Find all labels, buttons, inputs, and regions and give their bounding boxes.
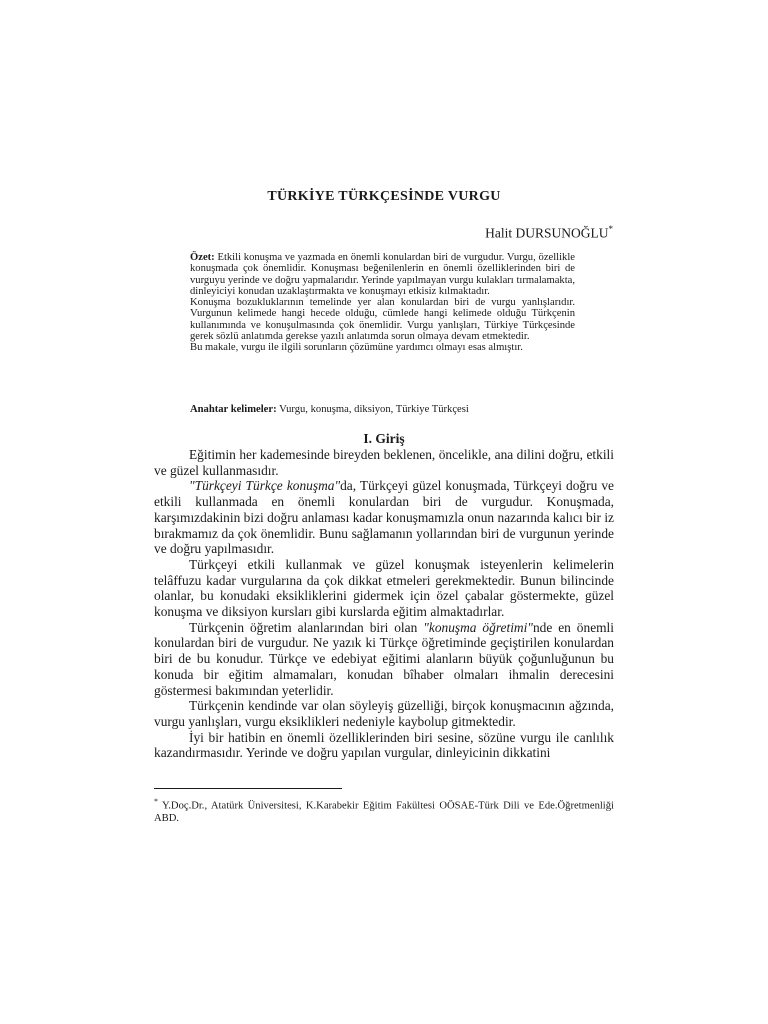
footnote — [154, 796, 614, 826]
body-quote-2: "konuşma öğretimi" — [423, 619, 533, 635]
author-footnote-mark: * — [608, 224, 613, 234]
section-heading: I. Giriş — [363, 431, 405, 446]
footnote-separator — [154, 788, 342, 789]
abstract-paragraph-1 — [190, 252, 575, 297]
body-paragraph-1: Eğitimin her kademesinde bireyden beklenen, öncelikle, ana dilini doğru, etkili ve güzel kullanmasıdır. — [154, 447, 614, 478]
footnote-text: Y.Doç.Dr., Atatürk Üniversitesi, K.Karabekir Eğitim Fakültesi OÖSAE-Türk Dili ve Ede.Öğretmenliği ABD. — [154, 800, 614, 825]
abstract-paragraph-2: Konuşma bozukluklarının temelinde yer alan konulardan biri de vurgu yanlışlarıdır. Vurgunun kelimede hangi hecede olduğu, cümlede hangi kelimede olduğu Türkçenin kullanımında ve konuşulmasında çok önemlidir. Vurgu yanlışları, Türkiye Türkçesinde gerek sözlü anlatımda gerekse yazılı anlatımda sorun olmaya devam etmektedir. — [190, 297, 575, 343]
footnote-mark: * — [154, 797, 158, 806]
body-text — [154, 447, 614, 761]
body-quote-1: "Türkçeyi Türkçe konuşma" — [189, 478, 341, 494]
body-paragraph-2 — [154, 478, 614, 557]
abstract-paragraph-3: Bu makale, vurgu ile ilgili sorunların çözümüne yardımcı olmayı esas almıştır. — [190, 342, 523, 354]
author-line — [485, 224, 613, 242]
abstract-text-1: Etkili konuşma ve yazmada en önemli konulardan biri de vurgudur. Vurgu, özellikle konuşmada çok önemlidir. Konuşması beğenilenlerin en önemli özelliklerinden biri de vurguyu yerinde ve doğru yapmalarıdır. Yerinde yapılmayan vurgu kulakları tırmalamakta, dinleyiciyi konudan uzaklaştırmakta ve konuşmayı etkisiz kılmaktadır. — [190, 252, 575, 297]
body-text-4b: nde en önemli konulardan biri de vurgudur. Ne yazık ki Türkçe öğretiminde geçiştirilen konulardan biri de bu konudur. Türkçe ve edebiyat eğitimi alanların büyük çoğunluğunun bu konuda bir eğitim almamaları, konudan bîhaber olmaları ihmalin derecesini göstermesi bakımından yeterlidir. — [154, 619, 614, 698]
body-text-4a: Türkçenin öğretim alanlarından biri olan — [189, 619, 424, 635]
author-name: Halit DURSUNOĞLU — [485, 225, 609, 241]
body-text-2: da, Türkçeyi güzel konuşmada, Türkçeyi doğru ve etkili kullanmada en önemli konulardan biri de vurgudur. Konuşmada, karşımızdakinin bizi doğru anlaması kadar konuşmamızla onun nazarında kalıcı bir iz bırakmamız da çok önemlidir. Bunu sağlamanın yollarından biri de vurgunun yerinde ve doğru yapılmasıdır. — [154, 478, 614, 557]
keywords-text: Vurgu, konuşma, diksiyon, Türkiye Türkçesi — [276, 404, 469, 415]
keywords-label: Anahtar kelimeler: — [190, 404, 277, 415]
abstract-block — [190, 252, 575, 354]
body-paragraph-4 — [154, 620, 614, 699]
body-paragraph-5: Türkçenin kendinde var olan söyleyiş güzelliği, birçok konuşmacının ağzında, vurgu yanlışları, vurgu eksiklikleri nedeniyle kaybolup gitmektedir. — [154, 698, 614, 729]
body-paragraph-6: İyi bir hatibin en önemli özelliklerinden biri sesine, sözüne vurgu ile canlılık kazandırmasıdır. Yerinde ve doğru yapılan vurgular, dinleyicinin dikkatini — [154, 729, 614, 761]
body-paragraph-3: Türkçeyi etkili kullanmak ve güzel konuşmak isteyenlerin kelimelerin telâffuzu kadar vurgularına da çok dikkat etmeleri gerekmektedir. Bunun bilincinde olanlar, bu konudaki eksikliklerini gidermek için özel çabalar göstermekte, güzel konuşma ve diksiyon kursları gibi kurslarda eğitim almaktadırlar. — [154, 556, 614, 620]
paper-title: TÜRKİYE TÜRKÇESİNDE VURGU — [267, 189, 501, 204]
abstract-label: Özet: — [190, 252, 215, 263]
keywords-line — [190, 404, 575, 415]
